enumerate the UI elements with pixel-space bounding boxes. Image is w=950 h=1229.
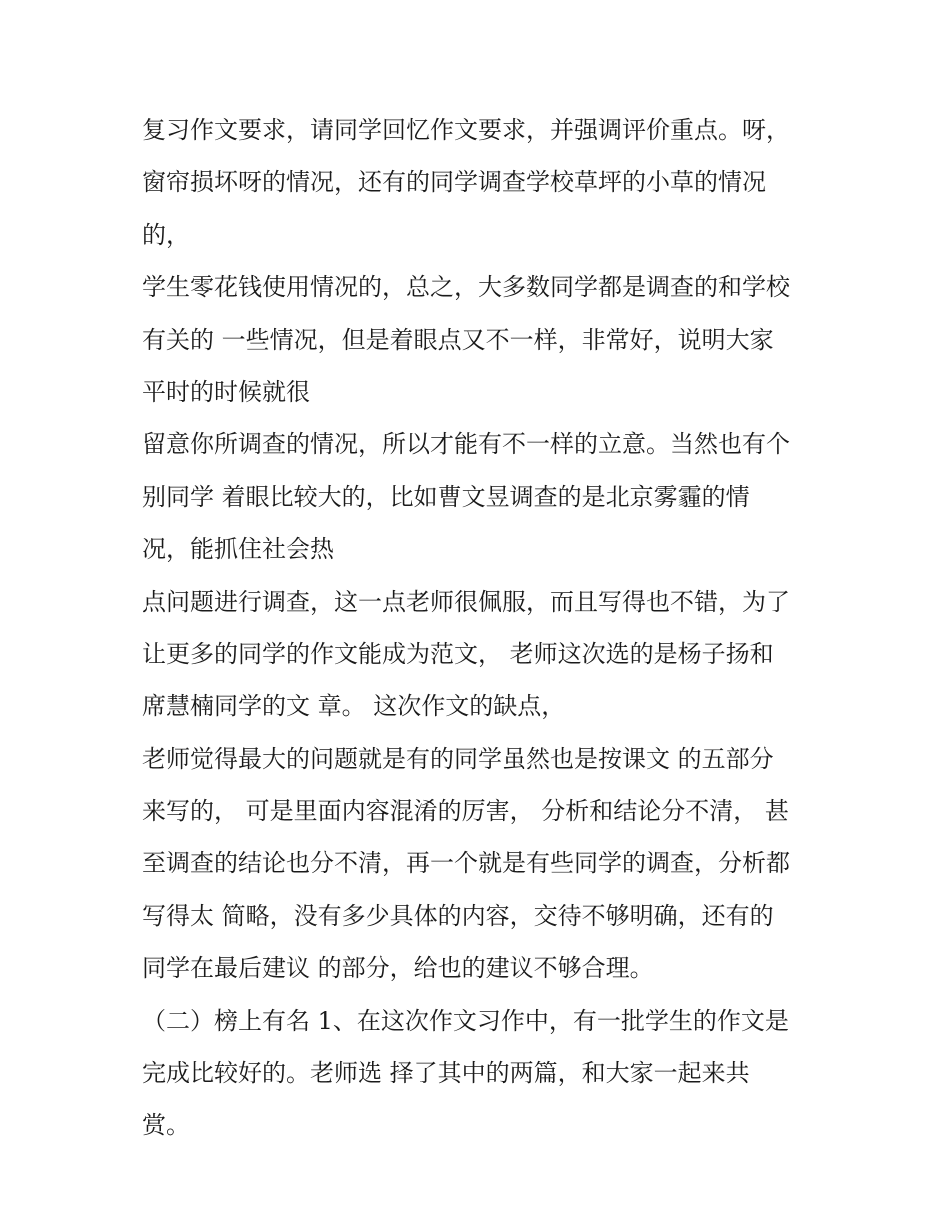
text-line: 老师觉得最大的问题就是有的同学虽然也是按课文 的五部分 xyxy=(142,744,774,773)
text-line: 复习作文要求，请同学回忆作文要求，并强调评价重点。呀， xyxy=(142,116,790,144)
text-line: 让更多的同学的作文能成为范文， 老师这次选的是杨子扬和 xyxy=(142,639,774,668)
text-line: 赏。 xyxy=(142,1111,190,1140)
text-line: 同学在最后建议 的部分，给也的建议不够合理。 xyxy=(142,954,654,983)
text-line: 至调查的结论也分不清，再一个就是有些同学的调查，分析都 xyxy=(142,849,790,878)
text-line: 况，能抓住社会热 xyxy=(142,535,334,564)
text-line: 平时的时候就很 xyxy=(142,377,310,406)
document-body xyxy=(142,108,822,1156)
text-line: 写得太 简略，没有多少具体的内容，交待不够明确，还有的 xyxy=(142,901,774,930)
text-line: 席慧楠同学的文 章。 这次作文的缺点， xyxy=(142,692,566,721)
text-line: 有关的 一些情况，但是着眼点又不一样，非常好，说明大家 xyxy=(142,325,774,354)
text-line: 来写的， 可是里面内容混淆的厉害， 分析和结论分不清， 甚 xyxy=(142,797,789,826)
text-line: 窗帘损坏呀的情况，还有的同学调查学校草坪的小草的情况 xyxy=(142,168,766,197)
text-line: 的， xyxy=(142,220,190,249)
text-line: （二）榜上有名 1、在这次作文习作中，有一批学生的作文是 xyxy=(142,1006,789,1035)
text-line: 点问题进行调查，这一点老师很佩服，而且写得也不错，为了 xyxy=(142,587,790,616)
text-line: 留意你所调查的情况，所以才能有不一样的立意。当然也有个 xyxy=(142,430,790,459)
text-line: 完成比较好的。老师选 择了其中的两篇，和大家一起来共 xyxy=(142,1059,750,1088)
text-line: 别同学 着眼比较大的，比如曹文昱调查的是北京雾霾的情 xyxy=(142,482,750,511)
text-line: 学生零花钱使用情况的，总之，大多数同学都是调查的和学校 xyxy=(142,273,790,302)
